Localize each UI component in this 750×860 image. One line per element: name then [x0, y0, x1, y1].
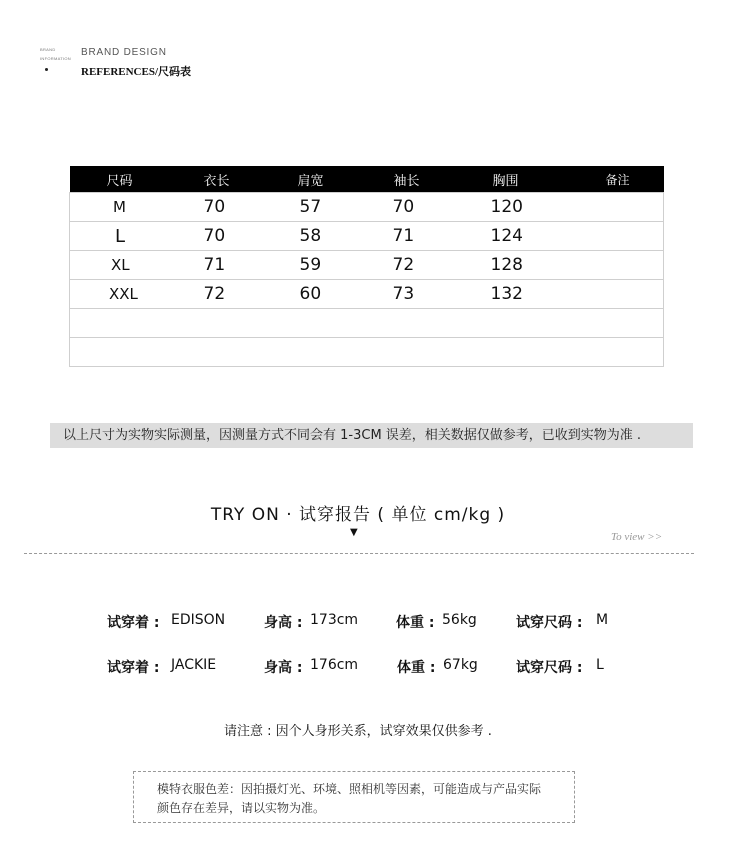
disclaimer-line: 颜色存在差异，请以实物为准。 [157, 801, 326, 815]
wearer-label: 试穿着 : [107, 660, 160, 676]
table-cell [562, 251, 664, 280]
table-cell [355, 309, 453, 338]
wearer-label: 试穿着 : [107, 615, 160, 631]
table-cell: 132 [453, 280, 562, 309]
fit-remark: 请注意 : 因个人身形关系，试穿效果仅供参考 . [224, 724, 492, 739]
tried-size-value: L [596, 657, 604, 673]
bullet-dot-icon [45, 68, 48, 71]
table-cell: 120 [453, 193, 562, 222]
weight-value: 67kg [443, 657, 478, 673]
table-row [70, 309, 664, 338]
header-shoulder: 肩宽 [260, 166, 355, 193]
table-cell [453, 338, 562, 367]
disclaimer-line: 模特衣服色差：因拍摄灯光、环境、照相机等因素，可能造成与产品实际 [157, 782, 542, 796]
tryon-title: TRY ON · 试穿报告 ( 单位 cm/kg ) [210, 505, 506, 525]
color-disclaimer-box [133, 771, 575, 823]
section-divider [24, 553, 694, 554]
table-row [70, 280, 664, 309]
table-row [70, 251, 664, 280]
tried-size-value: M [596, 612, 609, 628]
references-heading: REFERENCES/尺码表 [81, 66, 192, 78]
table-cell: 128 [453, 251, 562, 280]
table-cell-size [70, 309, 166, 338]
table-cell: 71 [166, 251, 260, 280]
measurement-note: 以上尺寸为实物实际测量，因测量方式不同会有 1-3CM 误差，相关数据仅做参考，已收到实物为准 . [50, 423, 693, 448]
table-cell: 57 [260, 193, 355, 222]
table-cell-size [70, 338, 166, 367]
table-cell: 58 [260, 222, 355, 251]
table-cell: 73 [355, 280, 453, 309]
table-cell [355, 338, 453, 367]
brand-design-heading: BRAND DESIGN [81, 47, 167, 58]
height-value: 173cm [310, 612, 359, 628]
table-cell: 124 [453, 222, 562, 251]
tryon-model-row [0, 612, 750, 634]
table-row [70, 222, 664, 251]
wearer-name: EDISON [171, 612, 226, 628]
table-cell [562, 193, 664, 222]
table-cell: 71 [355, 222, 453, 251]
table-cell [453, 309, 562, 338]
arrow-down-icon: ▼ [350, 527, 358, 538]
weight-value: 56kg [442, 612, 477, 628]
information-small-label: INFORMATION [40, 56, 72, 61]
tried-size-label: 试穿尺码 : [516, 615, 583, 631]
table-cell: 70 [166, 193, 260, 222]
table-row [70, 338, 664, 367]
weight-label: 体重 : [397, 660, 436, 676]
table-cell: 70 [355, 193, 453, 222]
table-cell [166, 309, 260, 338]
table-cell: 60 [260, 280, 355, 309]
tryon-model-row [0, 657, 750, 679]
table-cell-size: XXL [70, 280, 166, 309]
table-cell-size: L [70, 222, 166, 251]
tried-size-label: 试穿尺码 : [516, 660, 583, 676]
table-cell [166, 338, 260, 367]
table-row [70, 193, 664, 222]
table-cell: 70 [166, 222, 260, 251]
table-cell-size: M [70, 193, 166, 222]
table-cell [260, 309, 355, 338]
table-cell: 72 [355, 251, 453, 280]
table-cell [562, 280, 664, 309]
table-cell [562, 222, 664, 251]
table-cell: 59 [260, 251, 355, 280]
header-chest: 胸围 [453, 166, 562, 193]
brand-small-label: BRAND [40, 47, 56, 52]
size-table-header-row [70, 166, 664, 193]
header-size: 尺码 [70, 166, 166, 193]
header-length: 衣长 [166, 166, 260, 193]
height-label: 身高 : [264, 660, 303, 676]
header-sleeve: 袖长 [355, 166, 453, 193]
wearer-name: JACKIE [171, 657, 217, 673]
table-cell [562, 309, 664, 338]
to-view-link[interactable]: To view >> [611, 531, 663, 543]
table-cell: 72 [166, 280, 260, 309]
weight-label: 体重 : [396, 615, 435, 631]
height-label: 身高 : [264, 615, 303, 631]
height-value: 176cm [310, 657, 359, 673]
table-cell-size: XL [70, 251, 166, 280]
table-cell [562, 338, 664, 367]
header-remark: 备注 [562, 166, 664, 193]
size-chart-table [69, 166, 664, 367]
table-cell [260, 338, 355, 367]
